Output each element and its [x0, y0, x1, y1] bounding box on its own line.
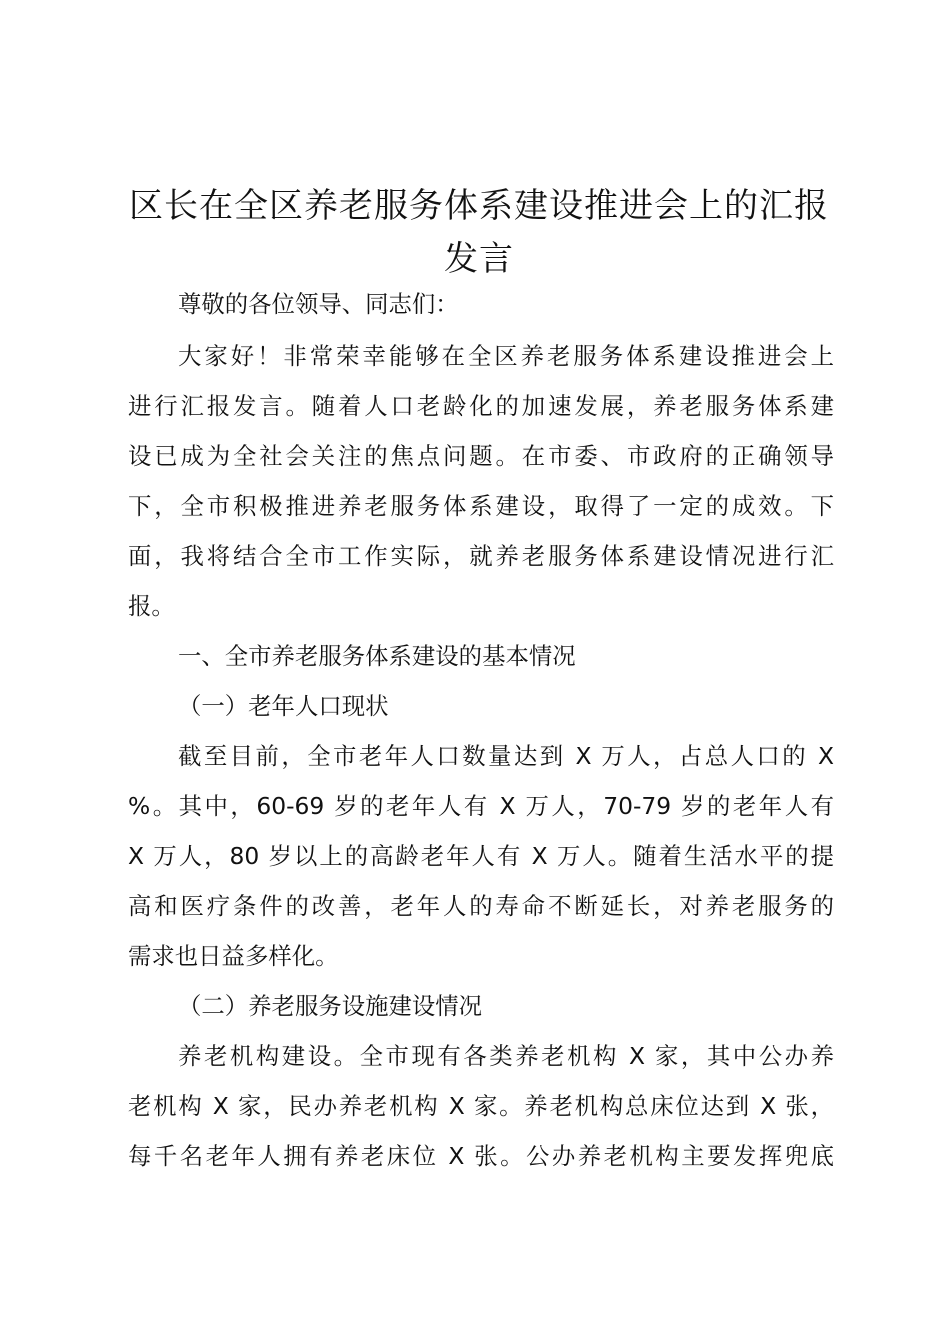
document-title: 区长在全区养老服务体系建设推进会上的汇报发言	[129, 186, 829, 279]
paragraph-line: 面，我将结合全市工作实际，就养老服务体系建设情况进行汇	[128, 542, 834, 570]
paragraph-line: 下，全市积极推进养老服务体系建设，取得了一定的成效。下	[128, 492, 834, 520]
section-heading: 一、全市养老服务体系建设的基本情况	[178, 642, 576, 670]
paragraph-line: 高和医疗条件的改善，老年人的寿命不断延长，对养老服务的	[128, 892, 834, 920]
paragraph-line: 老机构 X 家，民办养老机构 X 家。养老机构总床位达到 X 张，	[128, 1092, 834, 1120]
paragraph-line: 截至目前，全市老年人口数量达到 X 万人，占总人口的 X	[178, 742, 834, 770]
paragraph-line: 大家好！非常荣幸能够在全区养老服务体系建设推进会上	[178, 342, 834, 370]
subsection-heading: （二）养老服务设施建设情况	[178, 992, 483, 1020]
paragraph-line: 需求也日益多样化。	[128, 942, 339, 970]
paragraph-line: %。其中，60-69 岁的老年人有 X 万人，70-79 岁的老年人有	[128, 792, 834, 820]
salutation-line: 尊敬的各位领导、同志们：	[178, 290, 459, 318]
paragraph-line: 进行汇报发言。随着人口老龄化的加速发展，养老服务体系建	[128, 392, 834, 420]
paragraph-line: 每千名老年人拥有养老床位 X 张。公办养老机构主要发挥兜底	[128, 1142, 834, 1170]
paragraph-line: 报。	[128, 592, 175, 620]
subsection-heading: （一）老年人口现状	[178, 692, 389, 720]
paragraph-line: X 万人，80 岁以上的高龄老年人有 X 万人。随着生活水平的提	[128, 842, 834, 870]
paragraph-line: 养老机构建设。全市现有各类养老机构 X 家，其中公办养	[178, 1042, 834, 1070]
paragraph-line: 设已成为全社会关注的焦点问题。在市委、市政府的正确领导	[128, 442, 834, 470]
